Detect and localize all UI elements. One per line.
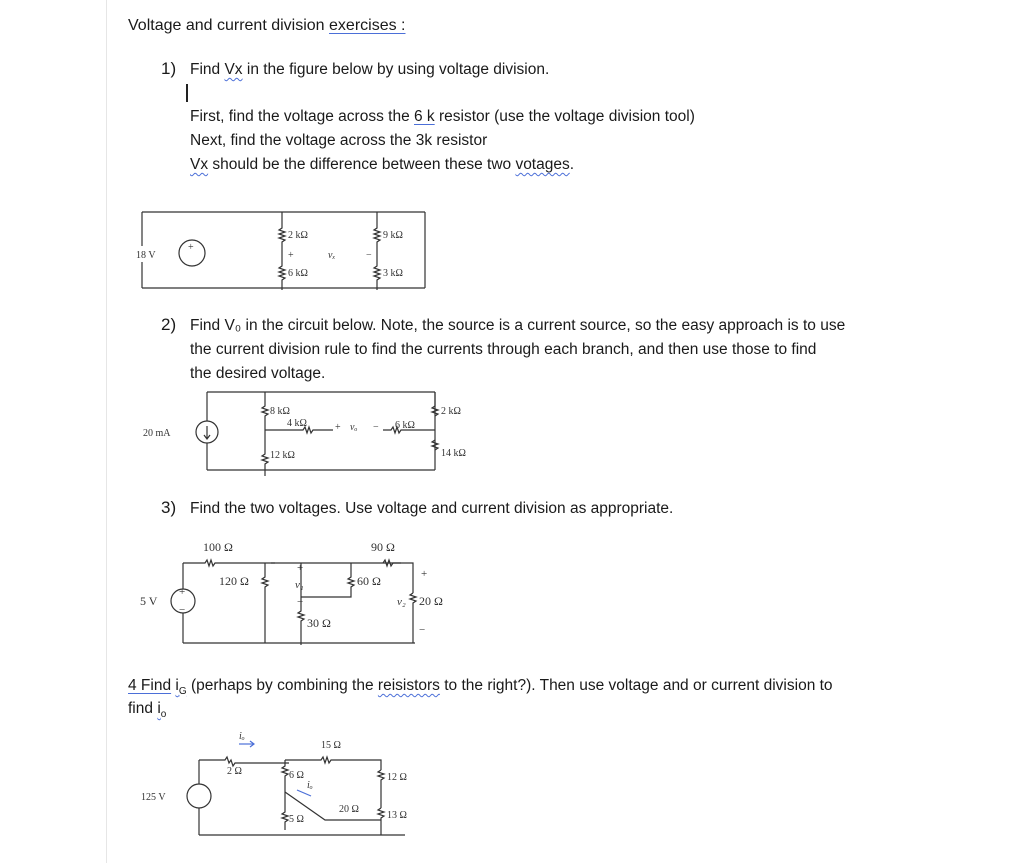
circuit-3-diagram	[135, 535, 455, 655]
svg-text:iₒ: iₒ	[239, 731, 245, 742]
svg-text:5 V: 5 V	[140, 594, 158, 608]
svg-text:5 Ω: 5 Ω	[289, 814, 304, 825]
svg-text:14 kΩ: 14 kΩ	[441, 448, 466, 459]
resistor-120	[262, 563, 268, 643]
svg-text:−: −	[297, 596, 304, 608]
resistor-2	[199, 757, 289, 766]
resistor-20	[410, 593, 416, 643]
resistor-2k	[432, 392, 438, 416]
circuit-2-diagram	[135, 390, 505, 480]
svg-text:2 kΩ: 2 kΩ	[288, 230, 308, 241]
resistor-13	[378, 808, 384, 835]
svg-text:20 Ω: 20 Ω	[419, 594, 443, 608]
document-title	[128, 17, 405, 35]
svg-text:+: +	[297, 562, 304, 574]
svg-text:120 Ω: 120 Ω	[219, 574, 249, 588]
svg-text:9 kΩ: 9 kΩ	[383, 230, 403, 241]
q1-number: 1)	[161, 59, 177, 78]
voltage-source-125v	[187, 784, 211, 808]
q3-prompt: Find the two voltages. Use voltage and current division as appropriate.	[190, 500, 674, 517]
resistor-60	[301, 563, 354, 597]
svg-text:125 V: 125 V	[141, 792, 166, 803]
svg-text:8 kΩ: 8 kΩ	[270, 406, 290, 417]
svg-text:+: +	[179, 586, 186, 598]
resistor-90	[383, 560, 413, 593]
resistor-6k	[279, 262, 285, 290]
svg-text:−: −	[373, 422, 379, 433]
svg-text:iₒ: iₒ	[307, 780, 313, 791]
svg-text:2 Ω: 2 Ω	[227, 766, 242, 777]
resistor-3k	[374, 262, 380, 290]
resistor-100	[183, 560, 275, 566]
svg-text:20 mA: 20 mA	[143, 428, 171, 439]
svg-text:+: +	[188, 242, 194, 253]
q1-prompt: Find Vx in the figure below by using voltage division.	[190, 61, 550, 78]
svg-text:v₂: v₂	[397, 596, 406, 608]
text-cursor	[186, 84, 188, 102]
svg-text:100 Ω: 100 Ω	[203, 540, 233, 554]
q2-line1: Find V₀ in the circuit below. Note, the source is a current source, so the easy approach is to use	[190, 317, 846, 334]
svg-text:20 Ω: 20 Ω	[339, 804, 359, 815]
svg-text:12 Ω: 12 Ω	[387, 772, 407, 783]
resistor-15	[285, 757, 381, 770]
q1-step1: First, find the voltage across the 6 k resistor (use the voltage division tool)	[190, 108, 695, 125]
svg-text:−: −	[366, 250, 372, 261]
svg-text:vₓ: vₓ	[328, 250, 336, 261]
resistor-2k	[279, 212, 285, 250]
q2-line3: the desired voltage.	[190, 365, 326, 382]
svg-text:−: −	[419, 624, 426, 636]
svg-text:30 Ω: 30 Ω	[307, 616, 331, 630]
q1-step2: Next, find the voltage across the 3k resistor	[190, 132, 488, 149]
q1-vx-word: Vx	[224, 61, 243, 78]
svg-text:+: +	[335, 422, 341, 433]
q3-number: 3)	[161, 498, 177, 517]
svg-text:15 Ω: 15 Ω	[321, 740, 341, 751]
svg-text:12 kΩ: 12 kΩ	[270, 450, 295, 461]
resistor-8k-12k	[262, 392, 268, 476]
svg-text:6 kΩ: 6 kΩ	[288, 268, 308, 279]
svg-text:+: +	[421, 568, 428, 580]
svg-text:60 Ω: 60 Ω	[357, 574, 381, 588]
q4-line2: find $i_o$	[128, 700, 167, 721]
circuit-1-diagram	[120, 200, 450, 300]
svg-text:3 kΩ: 3 kΩ	[383, 268, 403, 279]
svg-text:13 Ω: 13 Ω	[387, 810, 407, 821]
resistor-9k	[374, 212, 380, 250]
svg-text:−: −	[179, 604, 186, 616]
svg-text:4 kΩ: 4 kΩ	[287, 418, 307, 429]
svg-text:6 kΩ: 6 kΩ	[395, 420, 415, 431]
title-underlined: exercises :	[329, 17, 406, 34]
q4-line1: 4 Find $i_G$ (perhaps by combining the reisistors to the right?). Then use voltage and or current division to	[128, 677, 833, 698]
q2-line2: the current division rule to find the currents through each branch, and then use those to find	[190, 341, 817, 358]
svg-text:v₁: v₁	[295, 579, 304, 591]
svg-text:90 Ω: 90 Ω	[371, 540, 395, 554]
q2-number: 2)	[161, 315, 177, 334]
svg-text:vₒ: vₒ	[350, 422, 358, 433]
title-text: Voltage and current division	[128, 17, 330, 34]
resistor-6-5	[282, 760, 288, 830]
q1-step3: Vx should be the difference between these two votages.	[190, 156, 575, 173]
source-label: 18 V	[136, 250, 156, 261]
svg-text:2 kΩ: 2 kΩ	[441, 406, 461, 417]
svg-text:+: +	[288, 250, 294, 261]
svg-text:6 Ω: 6 Ω	[289, 770, 304, 781]
resistor-12	[378, 770, 384, 808]
circuit-4-diagram	[135, 730, 455, 850]
